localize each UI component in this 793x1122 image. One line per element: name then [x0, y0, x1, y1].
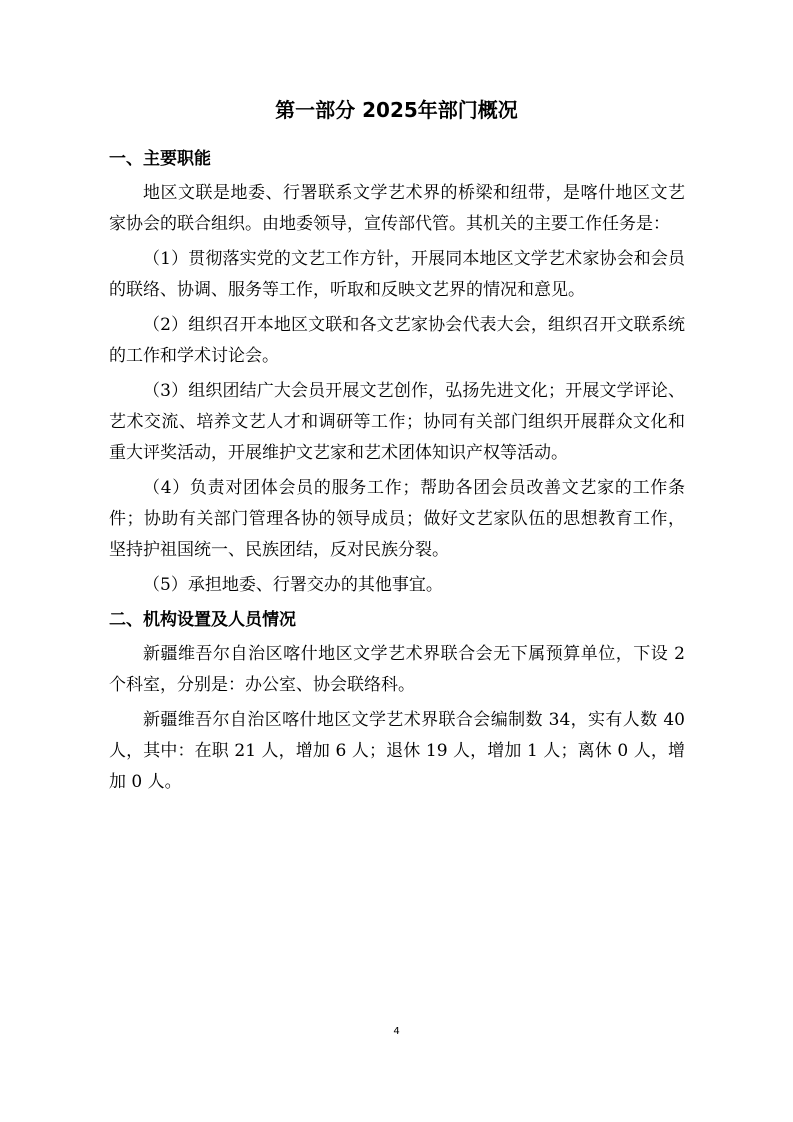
function-item-2: （2）组织召开本地区文联和各文艺家协会代表大会，组织召开文联系统的工作和学术讨论会。	[109, 315, 685, 366]
staffing-paragraph: 新疆维吾尔自治区喀什地区文学艺术界联合会编制数 34，实有人数 40 人，其中：在职 21 人，增加 6 人；退休 19 人，增加 1 人；离休 0 人，增加 0 人。	[109, 710, 685, 792]
function-item-3: （3）组织团结广大会员开展文艺创作，弘扬先进文化；开展文学评论、艺术交流、培养文艺人才和调研等工作；协同有关部门组织开展群众文化和重大评奖活动，开展维护文艺家和艺术团体知识产权等活动。	[109, 381, 685, 463]
page-title: 第一部分 2025年部门概况	[275, 98, 518, 122]
function-item-5: （5）承担地委、行署交办的其他事宜。	[143, 575, 443, 595]
section-heading-main-functions: 一、主要职能	[109, 149, 211, 169]
functions-intro-paragraph: 地区文联是地委、行署联系文学艺术界的桥梁和纽带，是喀什地区文艺家协会的联合组织。由地委领导，宣传部代管。其机关的主要工作任务是：	[109, 183, 685, 234]
section-heading-organization-staff: 二、机构设置及人员情况	[109, 610, 296, 630]
page-content	[109, 144, 685, 802]
function-item-4: （4）负责对团体会员的服务工作；帮助各团会员改善文艺家的工作条件；协助有关部门管理各协的领导成员；做好文艺家队伍的思想教育工作，坚持护祖国统一、民族团结，反对民族分裂。	[109, 478, 685, 560]
organization-paragraph: 新疆维吾尔自治区喀什地区文学艺术界联合会无下属预算单位，下设 2 个科室，分别是：办公室、协会联络科。	[109, 644, 685, 695]
function-item-1: （1）贯彻落实党的文艺工作方针，开展同本地区文学艺术家协会和会员的联络、协调、服务等工作，听取和反映文艺界的情况和意见。	[109, 249, 685, 300]
page-number: 4	[393, 1026, 400, 1037]
